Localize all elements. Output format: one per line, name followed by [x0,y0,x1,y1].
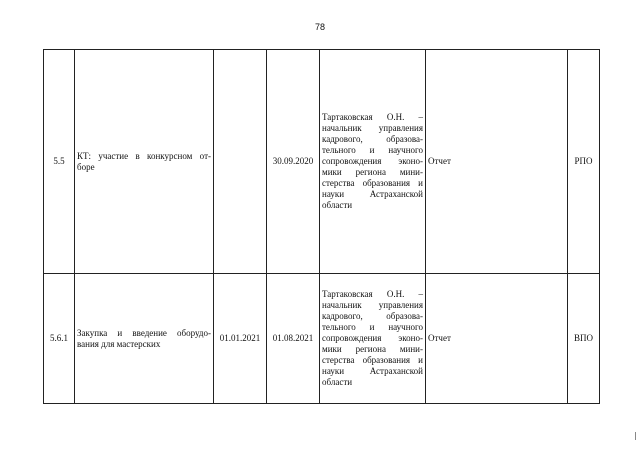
responsible-line: стерства образования и [322,178,423,188]
responsible-line: кадрового, образова- [322,134,423,144]
responsible-line: сопровождения эконо- [322,156,423,166]
scan-margin-mark [635,432,636,440]
responsible-line: сопровождения эконо- [322,333,423,343]
row-number: 5.5 [44,50,75,274]
responsible [320,50,426,274]
event-name-line: боре [77,161,95,172]
event-name-line: КТ: участие в конкурсном от- [77,150,211,161]
responsible-line: начальник управления [322,300,423,310]
result: Отчет [426,50,568,274]
table-row [44,50,600,274]
row-number: 5.6.1 [44,274,75,404]
responsible-line: стерства образования и [322,355,423,365]
end-date: 01.08.2021 [267,274,320,404]
level: РПО [568,50,600,274]
table-row [44,274,600,404]
responsible-line: науки Астраханской [322,366,423,376]
responsible-line: начальник управления [322,123,423,133]
responsible-line: кадрового, образова- [322,311,423,321]
event-name-line: Закупка и введение оборудо- [77,327,211,338]
result: Отчет [426,274,568,404]
responsible-line: тельного и научного [322,322,423,332]
start-date: 01.01.2021 [214,274,267,404]
responsible-line: мики региона мини- [322,167,423,177]
responsible-line: науки Астраханской [322,189,423,199]
responsible-line: мики региона мини- [322,344,423,354]
responsible [320,274,426,404]
event-name [75,274,214,404]
plan-table [43,49,600,404]
responsible-line: тельного и научного [322,145,423,155]
responsible-line: области [322,200,353,210]
end-date: 30.09.2020 [267,50,320,274]
page-number: 78 [314,22,325,32]
level: ВПО [568,274,600,404]
start-date [214,50,267,274]
responsible-line: Тартаковская О.Н. – [322,289,423,299]
responsible-line: Тартаковская О.Н. – [322,112,423,122]
responsible-line: области [322,377,353,387]
event-name-line: вания для мастерских [77,338,161,349]
event-name [75,50,214,274]
